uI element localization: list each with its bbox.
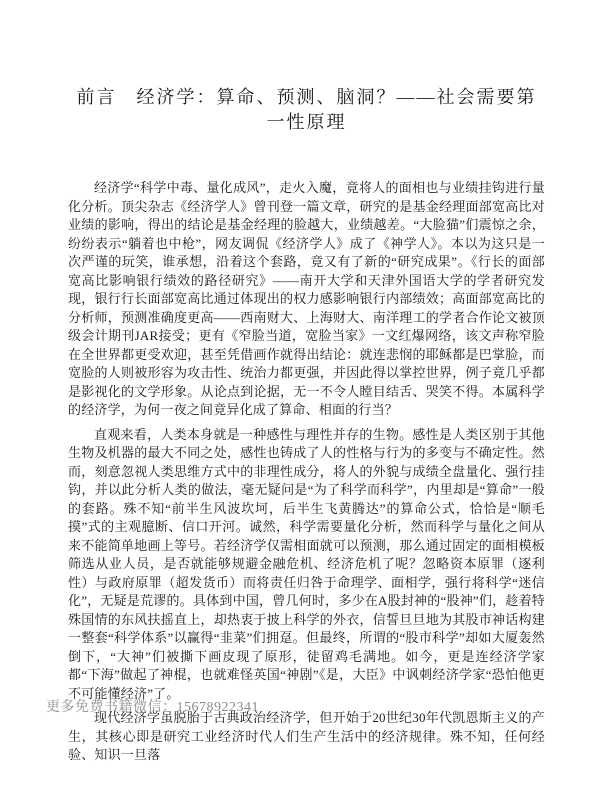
paragraph: 现代经济学虽脱胎于古典政治经济学，但开始于20世纪30年代凯恩斯主义的产生，其核心即是研究工业经济时代人们生产生活中的经济规律。殊不知，任何经验、知识一旦落 [68, 710, 545, 762]
paragraph: 经济学“科学中毒、量化成风”，走火入魔，竟将人的面相也与业绩挂钩进行量化分析。顶尖杂志《经济学人》曾刊登一篇文章，研究的是基金经理面部宽高比对业绩的影响，得出的结论是基金经理的脸越大，业绩越差。“大脸猫”们震惊之余，纷纷表示“躺着也中枪”，网友调侃《经济学人》成了《神学人》。本以为这只是一次严谨的玩笑，谁承想，沿着这个套路，竟又有了新的“研究成果”。《行长的面部宽高比影响银行绩效的路径研究》——南开大学和天津外国语大学的学者研究发现，银行行长面部宽高比通过体现出的权力感影响银行内部绩效；高面部宽高比的分析师，预测准确度更高——西南财大、上海财大、南洋理工的学者合作论文被顶级会计期刊JAR接受；更有《窄脸当道，宽脸当家》一文红爆网络，该文声称窄脸在全世界都更受欢迎，甚至凭借画作就得出结论：就连悲悯的耶稣都是巴掌脸，而宽脸的人则被形容为攻击性、统治力都更强，并因此得以掌控世界，例子竟几乎都是影视化的文学形象。从论点到论据，无一不令人瞠目结舌、哭笑不得。本属科学的经济学，为何一夜之间竟异化成了算命、相面的行当？ [68, 180, 545, 417]
page-title: 前言 经济学：算命、预测、脑洞？——社会需要第一性原理 [76, 87, 537, 132]
paragraph: 直观来看，人类本身就是一种感性与理性并存的生物。感性是人类区别于其他生物及机器的最大不同之处，感性也铸成了人的性格与行为的多变与不确定性。然而，刻意忽视人类思维方式中的非理性成分，将人的外貌与成绩全盘量化、强行挂钩，并以此分析人类的做法，毫无疑问是“为了科学而科学”，内里却是“算命”一般的套路。殊不知“前半生风波坎坷，后半生飞黄腾达”的算命公式，恰恰是“顺毛摸”式的主观臆断、信口开河。诚然，科学需要量化分析，然而科学与量化之间从来不能简单地画上等号。若经济学仅需相面就可以预测，那么通过固定的面相模板筛选从业人员，是否就能够规避金融危机、经济危机了呢？忽略资本原罪（逐利性）与政府原罪（超发货币）而将责任归咎于命理学、面相学，强行将科学“迷信化”，无疑是荒谬的。具体到中国，曾几何时，多少在A股封神的“股神”们，趁着特殊国情的东风扶摇直上，却热衷于披上科学的外衣，信誓旦旦地为其股市神话构建一整套“科学体系”以赢得“韭菜”们拥趸。但最终，所谓的“股市科学”却如大厦轰然倒下，“大神”们被撕下画皮现了原形，徒留鸡毛满地。如今，更是连经济学家都“下海”做起了神棍，也就难怪英国“神剧”《是，大臣》中讽刺经济学家“恐怕他更不可能懂经济”了。 [68, 426, 545, 701]
watermark-text: 更多免费书籍微信：15678922341 [46, 700, 259, 715]
body-text-block [68, 179, 545, 765]
